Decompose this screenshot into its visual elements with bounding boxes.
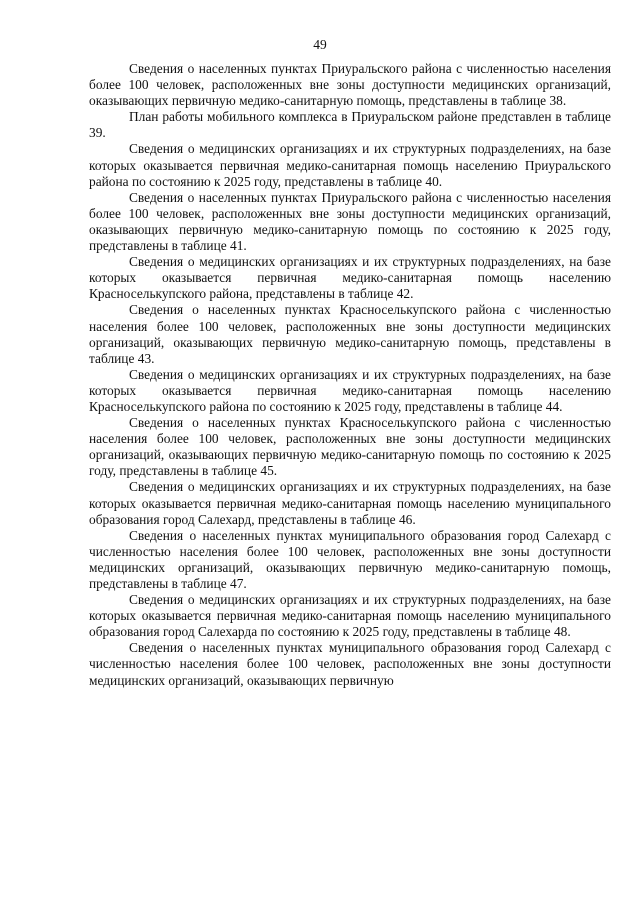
paragraph-table-47: Сведения о населенных пунктах муниципального образования город Салехард с численностью населения более 100 человек, расположенных вне зоны доступности медицинских организаций, оказывающих первичную медико-санитарную помощь, представлены в таблице 47. (89, 527, 611, 591)
paragraph-table-44: Сведения о медицинских организациях и их структурных подразделениях, на базе которых оказывается первичная медико-санитарная помощь населению Красноселькупского района по состоянию к 2025 году, представлены в таблице 44. (89, 366, 611, 414)
page-number: 49 (313, 37, 327, 52)
paragraph-table-43: Сведения о населенных пунктах Красноселькупского района с численностью населения более 100 человек, расположенных вне зоны доступности медицинских организаций, оказывающих первичную медико-санитарную помощь, представлены в таблице 43. (89, 302, 611, 366)
document-body (89, 61, 611, 689)
paragraph-table-48: Сведения о медицинских организациях и их структурных подразделениях, на базе которых оказывается первичная медико-санитарная помощь населению муниципального образования город Салехарда по состоянию к 2025 году, представлены в таблице 48. (89, 592, 611, 640)
paragraph-table-45: Сведения о населенных пунктах Красноселькупского района с численностью населения более 100 человек, расположенных вне зоны доступности медицинских организаций, оказывающих первичную медико-санитарную помощь по состоянию к 2025 году, представлены в таблице 45. (89, 415, 611, 479)
paragraph-table-46: Сведения о медицинских организациях и их структурных подразделениях, на базе которых оказывается первичная медико-санитарная помощь населению муниципального образования город Салехард, представлены в таблице 46. (89, 479, 611, 527)
paragraph-table-40: Сведения о медицинских организациях и их структурных подразделениях, на базе которых оказывается первичная медико-санитарная помощь населению Приуральского района по состоянию к 2025 году, представлены в таблице 40. (89, 141, 611, 189)
paragraph-table-41: Сведения о населенных пунктах Приуральского района с численностью населения более 100 человек, расположенных вне зоны доступности медицинских организаций, оказывающих первичную медико-санитарную помощь по состоянию к 2025 году, представлены в таблице 41. (89, 189, 611, 254)
paragraph-table-38: Сведения о населенных пунктах Приуральского района с численностью населения более 100 человек, расположенных вне зоны доступности медицинских организаций, оказывающих первичную медико-санитарную помощь, представлены в таблице 38. (89, 61, 611, 109)
paragraph-continued: Сведения о населенных пунктах муниципального образования город Салехард с численностью населения более 100 человек, расположенных вне зоны доступности медицинских организаций, оказывающих первичную (89, 640, 611, 688)
paragraph-table-39: План работы мобильного комплекса в Приуральском районе представлен в таблице 39. (89, 109, 611, 141)
paragraph-table-42: Сведения о медицинских организациях и их структурных подразделениях, на базе которых оказывается первичная медико-санитарная помощь населению Красноселькупского района, представлены в таблице 42. (89, 254, 611, 302)
